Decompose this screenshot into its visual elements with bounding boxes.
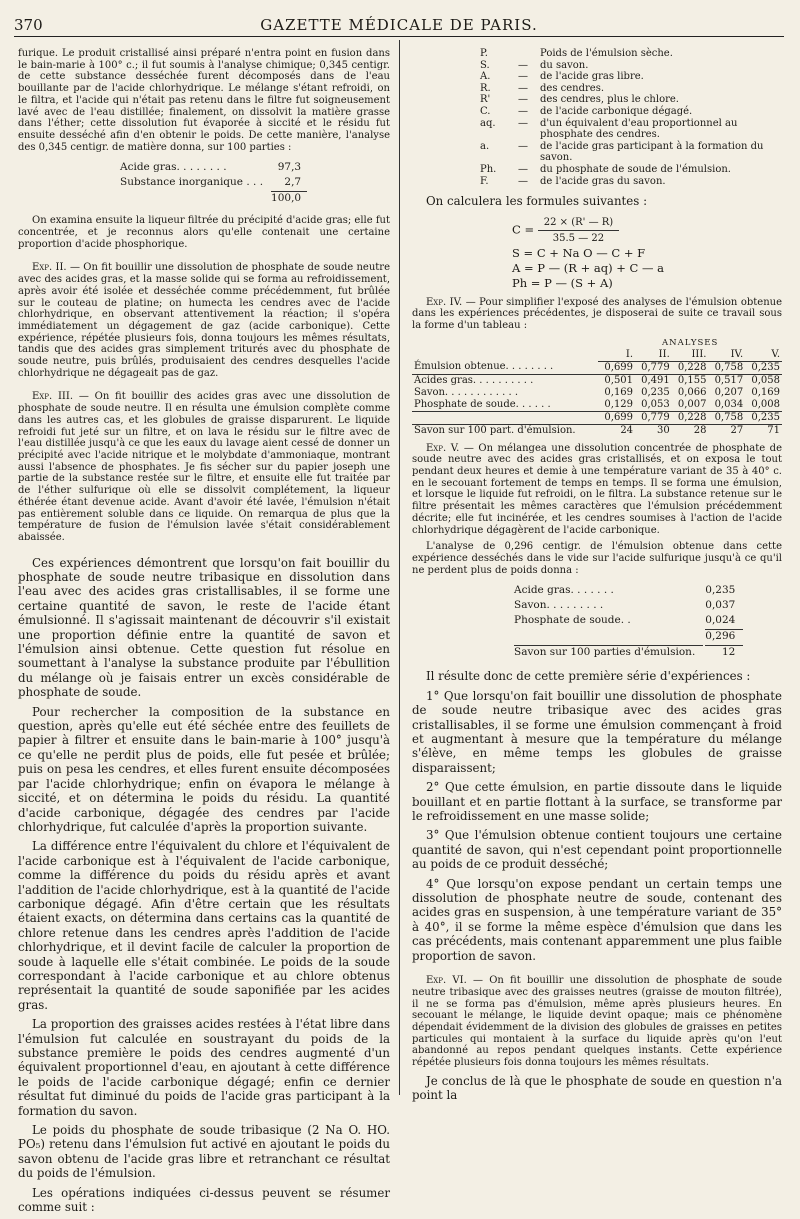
paragraph-exp-3	[18, 391, 390, 543]
paragraph-exp-6	[412, 975, 782, 1069]
paragraph-final-line: Je conclus de là que le phosphate de soude en question n'a point la	[412, 1073, 782, 1103]
analyses-title: ANALYSES	[662, 337, 719, 348]
exp-4-heading: Exp. IV.	[426, 296, 463, 308]
paragraph-conclusion-experiments: Ces expériences démontrent que lorsqu'on fait bouillir du phosphate de soude neutre tribasique en dissolution dans l'eau avec des acides gras cristallisables, il se forme une certaine quantité de savon, le reste de l'acide étant émulsionné. Il s'agissait maintenant de découvrir s'il existait une proportion définie entre la quantité de savon et l'émulsion ainsi obtenue. Cette question fut résolue en soumettant à l'analyse la substance produite par l'ébullition du mélange où je faisais entrer un excès considérable de phosphate de soude.	[18, 555, 390, 700]
table-cell-value: 97,3	[277, 161, 302, 174]
paragraph-exp-5	[412, 443, 782, 537]
list-item: aq. — d'un équivalent d'eau proportionnel au phosphate des cendres.	[480, 117, 738, 141]
table-row: Savon. . . . . . . . . 0,037	[514, 599, 736, 612]
paragraph-summary-lead: Les opérations indiquées ci-dessus peuvent se résumer comme suit :	[18, 1185, 390, 1215]
result-4: 4° Que lorsqu'on expose pendant un certain temps une dissolution de phosphate neutre de soude, contenant des acides gras en suspension, à une température variant de 35° à 40°, il se forme la même espèce d'émulsion que dans les cas précédents, mais contenant apparemment une plus faible proportion de savon.	[412, 876, 782, 963]
column-divider	[399, 40, 400, 1095]
table-total-row: 0,699 0,779 0,228 0,758 0,235	[412, 411, 782, 424]
result-1: 1° Que lorsqu'on fait bouillir une dissolution de phosphate de soude neutre tribasique avec des acides gras cristallisables, il se forme une émulsion commençant à froid et augmentant à mesure que la température du mélange s'élève, en même temps les globules de graisse disparaissent;	[412, 688, 782, 775]
paragraph-equivalents: La différence entre l'équivalent du chlore et l'équivalent de l'acide carbonique est à l'équivalent de l'acide carbonique, comme la différence du poids du résidu après et avant l'addition de l'acide chlorhydrique, est à la quantité de l'acide carbonique dégagé. Afin d'être certain que les résultats étaient exacts, on détermina dans certains cas la quantité de chlore retenue dans les cendres après l'addition de l'acide chlorhydrique, et il devint facile de calculer la proportion de soude à laquelle elle s'était combinée. Le poids de la soude correspondant à l'acide carbonique et au chlore obtenus représentait la quantité de soude saponifiée par les acides gras.	[18, 839, 390, 1012]
table-cell-value: 2,7	[284, 176, 302, 189]
paragraph-phosphate-weight: Le poids du phosphate de soude tribasique (2 Na O. HO. PO₅) retenu dans l'émulsion fut activé en ajoutant le poids du savon obtenu de l'acide gras libre et retranchant ce résultat du poids de l'émulsion.	[18, 1123, 390, 1181]
analyses-table	[412, 337, 782, 437]
table-row	[120, 161, 307, 174]
exp-3-heading: Exp. III.	[32, 391, 74, 403]
table-row: Émulsion obtenue. . . . . . . . 0,699 0,779 0,228 0,758 0,235	[414, 361, 780, 373]
paragraph-composition-method: Pour rechercher la composition de la substance en question, après qu'elle eut été séchée entre des feuillets de papier à filtrer et ensuite dans le bain-marie à 100° jusqu'à ce qu'elle ne perdit plus de poids, elle fut pesée et brûlée; puis on pesa les cendres, et elles furent ensuite décomposées par l'acide chlorhydrique; enfin on évapora le mélange à siccité, et on détermina le poids du résidu. La quantité d'acide carbonique, dégagée des cendres par l'acide chlorhydrique, fut calculée d'après la proportion suivante.	[18, 704, 390, 834]
exp-2-heading: Exp. II.	[32, 262, 67, 274]
exp-5-text: — On mélangea une dissolution concentrée de phosphate de soude neutre avec des acides gras cristallisés, et on exposa le tout pendant deux heures et demie à une température variant de 35 à 40° c. en le secouant fortement de temps en temps. Il se forma une émulsion, et lorsque le liquide fut refroidi, on le filtra. La substance retenue sur le filtre présentait les mêmes caractères que l'émulsion précédemment décrite; elle fut incinérée, et les cendres soumises à l'action de l'acide chlorhydrique dégagèrent de l'acide carbonique.	[412, 442, 782, 536]
symbol-legend	[480, 48, 782, 187]
list-item: C. — de l'acide carbonique dégagé.	[480, 105, 693, 117]
exp-3-text: — On fit bouillir des acides gras avec une dissolution de phosphate de soude neutre. Il en résulta une émulsion complète comme dans les autres cas, et les globules de graisse disparurent. Le liquide refroidi fut jeté sur un filtre, et on lava le résidu sur le filtre avec de l'eau distillée jusqu'à ce que les eaux du lavage aient cessé de donner un précipité avec l'acide nitrique et le molybdate d'ammoniaque, montrant aussi l'absence de phosphates. Je fis sécher sur du papier joseph une partie de la substance restée sur le filtre, et ensuite elle fut traitée par de l'éther sulfurique où elle se dissolvit complétement, la liqueur éthérée étant devenue acide. Avant d'avoir été lavée, l'émulsion n'était pas entièrement soluble dans ce liquide. On remarqua de plus que la température de fusion de l'émulsion lavée s'était considérablement abaissée.	[18, 391, 390, 543]
result-2: 2° Que cette émulsion, en partie dissoute dans le liquide bouillant et en partie flottant à la surface, se transforme par le refroidissement en une masse solide;	[412, 780, 782, 824]
paragraph-exp-2	[18, 262, 390, 379]
exp-6-heading: Exp. VI.	[426, 975, 467, 987]
right-column	[412, 48, 782, 1108]
paragraph-filtered-liquor: On examina ensuite la liqueur filtrée du précipité d'acide gras; elle fut concentrée, et je reconnus alors qu'elle contenait une certaine proportion d'acide phosphorique.	[18, 215, 390, 250]
list-item: a. — de l'acide gras participant à la formation du savon.	[480, 140, 764, 164]
paragraph-analysis-intro: furique. Le produit cristallisé ainsi préparé n'entra point en fusion dans le bain-marie à 100° c.; il fut soumis à l'analyse chimique; 0,345 centigr. de cette substance desséchée furent décomposés dans de l'eau bouillante par de l'acide chlorhydrique. Le mélange s'étant refroidi, on le filtra, et l'acide qui n'était pas retenu dans le filtre fut soigneusement lavé avec de l'eau distillée; finalement, on dissolvit la matière grasse dans l'éther; cette dissolution fut évaporée à siccité et le résidu fut ensuite desséché afin d'en obtenir le poids. De cette manière, l'analyse des 0,345 centigr. de matière donna, sur 100 parties :	[18, 48, 390, 153]
list-item: R' — des cendres, plus le chlore.	[480, 94, 679, 106]
exp-5-heading: Exp. V.	[426, 442, 460, 454]
fraction: $\frac{22 \times (R' — R)}{35.5 — 22}$	[538, 215, 619, 246]
table-row: Phosphate de soude. . 0,024	[514, 614, 736, 627]
table-row: Acide gras. . . . . . . 0,235	[514, 584, 736, 597]
formula-s: S = C + Na O — C + F	[512, 245, 646, 260]
page-header	[14, 14, 784, 37]
table-total-row: 0,296	[514, 629, 743, 643]
table-row: Savon. . . . . . . . . . . . 0,169 0,235 0,066 0,207 0,169	[414, 386, 780, 398]
composition-table-2	[512, 582, 745, 661]
table-header-row: I. II. III. IV. V.	[412, 349, 782, 362]
table-title-row	[412, 337, 782, 349]
list-item: S. — du savon.	[480, 59, 589, 71]
formulas-intro: On calculera les formules suivantes :	[426, 194, 648, 209]
table-row	[120, 176, 307, 189]
list-item: Ph. — du phosphate de soude de l'émulsion.	[480, 163, 731, 175]
exp-6-text: — On fit bouillir une dissolution de phosphate de soude neutre tribasique avec des graisses neutres (graisse de mouton filtrée), il ne se forma pas d'émulsion, même après plusieurs heures. En secouant le mélange, le liquide devint opaque; mais ce phénomène dépendait évidemment de la division des globules de graisses en petites particules qui montaient à la surface du liquide après qu'on l'eut abandonné au repos pendant quelques instants. Cette expérience répétée plusieurs fois donna toujours les mêmes résultats.	[412, 975, 782, 1069]
exp-4-text: — Pour simplifier l'exposé des analyses de l'émulsion obtenue dans les expériences précédentes, je disposerai de suite ce travail sous la forme d'un tableau :	[412, 296, 782, 331]
paragraph-analysis-296: L'analyse de 0,296 centigr. de l'émulsion obtenue dans cette expérience desséchés dans le vide sur l'acide sulfurique jusqu'à ce qu'il ne perdent plus de poids donna :	[412, 541, 782, 576]
composition-table-1	[118, 159, 309, 207]
result-3: 3° Que l'émulsion obtenue contient toujours une certaine quantité de savon, qui n'est cependant point proportionnelle au poids de ce produit desséché;	[412, 828, 782, 872]
formulas-block	[512, 215, 782, 291]
table-row-soap-percent: Savon sur 100 part. d'émulsion. 24 30 28 27 71	[414, 424, 780, 436]
left-column	[18, 48, 390, 1219]
list-item: P. Poids de l'émulsion sèche.	[480, 48, 673, 59]
paragraph-fatty-acids: La proportion des graisses acides restées à l'état libre dans l'émulsion fut calculée en soustrayant du poids de la substance première le poids des cendres augmenté d'un équivalent proportionnel d'eau, en ajoutant à cette différence le poids de l'acide carbonique dégagé; enfin ce dernier résultat fut diminué du poids de l'acide gras participant à la formation du savon.	[18, 1017, 390, 1118]
paragraph-results-intro: Il résulte donc de cette première série d'expériences :	[426, 669, 751, 684]
paragraph-exp-4	[412, 297, 782, 332]
exp-2-text: — On fit bouillir une dissolution de phosphate de soude neutre avec des acides gras, et la masse solide qui se forma au refroidissement, après avoir été isolée et desséchée comme précédemment, fut brûlée sur le couteau de platine; on humecta les cendres avec de l'acide chlorhydrique, en observant attentivement la réaction; il s'opéra immédiatement un dégagement de gaz (acide carbonique). Cette expérience, répétée plusieurs fois, donna toujours les mêmes résultats, tandis que des acides gras simplement triturés avec du phosphate de soude neutre, puis brûlés, produisaient des cendres desquelles l'acide chlorhydrique ne dégageait pas de gaz.	[18, 262, 390, 379]
table-row-soap-percent: Savon sur 100 parties d'émulsion. 12	[514, 645, 743, 659]
formula-a: A = P — (R + aq) + C — a	[512, 260, 665, 275]
table-row: Phosphate de soude. . . . . . 0,129 0,053 0,007 0,034 0,008	[414, 398, 780, 410]
journal-title: GAZETTE MÉDICALE DE PARIS.	[260, 16, 538, 34]
page-number: 370	[14, 16, 43, 34]
table-cell-label: Substance inorganique . . .	[120, 176, 264, 189]
table-total-row	[120, 191, 307, 205]
list-item: R. — des cendres.	[480, 82, 604, 94]
formula-c: C = $\frac{22 \times (R' — R)}{35.5 — 22}$	[512, 215, 782, 246]
list-item: F. — de l'acide gras du savon.	[480, 175, 666, 187]
formula-ph: Ph = P — (S + A)	[512, 275, 613, 290]
table-cell-label: Acide gras. . . . . . . .	[120, 161, 227, 174]
list-item: A. — de l'acide gras libre.	[480, 71, 644, 83]
table-total: 100,0	[271, 191, 307, 205]
table-row: Acides gras. . . . . . . . . . 0,501 0,491 0,155 0,517 0,058	[414, 374, 780, 386]
